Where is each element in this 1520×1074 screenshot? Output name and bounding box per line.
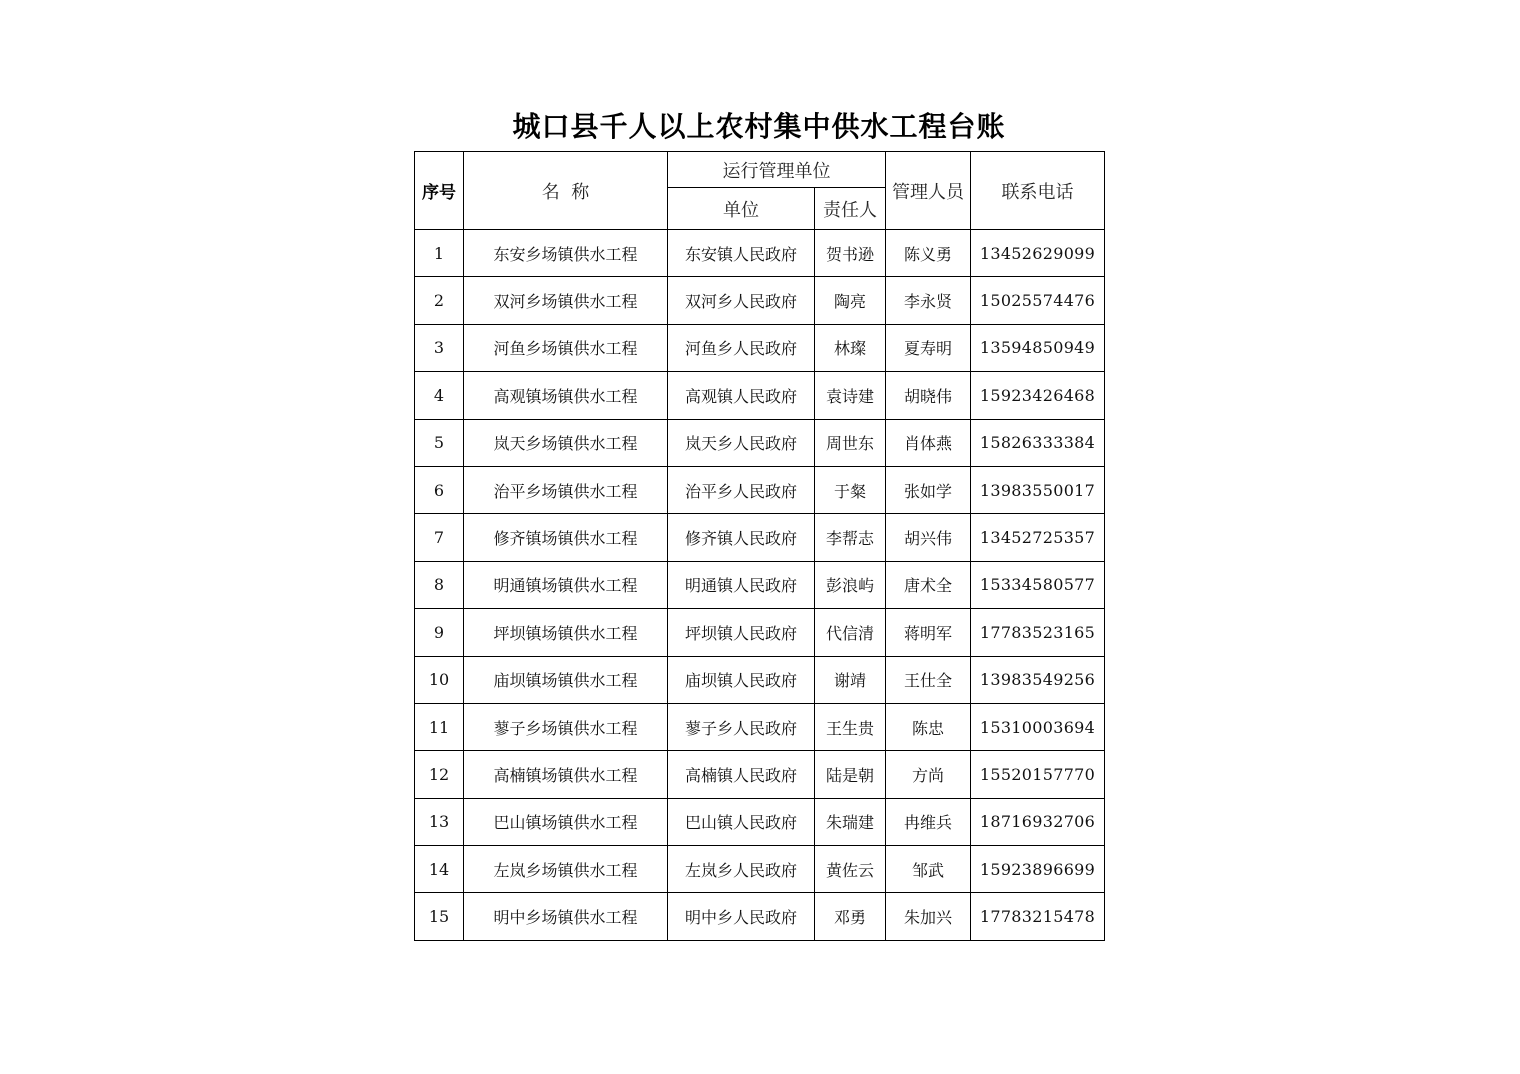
cell-phone: 17783215478 [971, 893, 1105, 940]
cell-responsible-person: 周世东 [815, 419, 886, 466]
cell-seq: 8 [415, 561, 464, 608]
cell-operating-unit: 明通镇人民政府 [668, 561, 815, 608]
cell-manager: 夏寿明 [886, 324, 971, 371]
cell-responsible-person: 朱瑞建 [815, 798, 886, 845]
cell-responsible-person: 黄佐云 [815, 846, 886, 893]
table-row [415, 324, 1105, 371]
cell-operating-unit: 河鱼乡人民政府 [668, 324, 815, 371]
cell-operating-unit: 治平乡人民政府 [668, 466, 815, 513]
cell-operating-unit: 巴山镇人民政府 [668, 798, 815, 845]
cell-manager: 朱加兴 [886, 893, 971, 940]
table-row [415, 751, 1105, 798]
cell-responsible-person: 代信清 [815, 609, 886, 656]
cell-responsible-person: 谢靖 [815, 656, 886, 703]
table-row [415, 466, 1105, 513]
cell-project-name: 左岚乡场镇供水工程 [464, 846, 668, 893]
cell-project-name: 坪坝镇场镇供水工程 [464, 609, 668, 656]
water-supply-ledger-table [414, 151, 1105, 941]
cell-phone: 15923426468 [971, 372, 1105, 419]
cell-project-name: 治平乡场镇供水工程 [464, 466, 668, 513]
table-row [415, 419, 1105, 466]
cell-project-name: 巴山镇场镇供水工程 [464, 798, 668, 845]
cell-project-name: 明中乡场镇供水工程 [464, 893, 668, 940]
cell-manager: 李永贤 [886, 277, 971, 324]
cell-responsible-person: 陶亮 [815, 277, 886, 324]
cell-phone: 15923896699 [971, 846, 1105, 893]
cell-manager: 胡兴伟 [886, 514, 971, 561]
cell-operating-unit: 东安镇人民政府 [668, 230, 815, 277]
table-body [415, 230, 1105, 941]
cell-seq: 1 [415, 230, 464, 277]
table-row [415, 846, 1105, 893]
cell-responsible-person: 于粲 [815, 466, 886, 513]
cell-manager: 胡晓伟 [886, 372, 971, 419]
header-row-top [415, 152, 1105, 188]
cell-seq: 10 [415, 656, 464, 703]
cell-project-name: 蓼子乡场镇供水工程 [464, 703, 668, 750]
cell-seq: 3 [415, 324, 464, 371]
cell-responsible-person: 陆是朝 [815, 751, 886, 798]
table-row [415, 277, 1105, 324]
cell-manager: 方尚 [886, 751, 971, 798]
cell-responsible-person: 邓勇 [815, 893, 886, 940]
cell-responsible-person: 彭浪屿 [815, 561, 886, 608]
table-header [415, 152, 1105, 230]
header-name: 名 称 [464, 152, 668, 230]
table-row [415, 561, 1105, 608]
document-title: 城口县千人以上农村集中供水工程台账 [512, 110, 1006, 143]
cell-operating-unit: 高楠镇人民政府 [668, 751, 815, 798]
cell-seq: 11 [415, 703, 464, 750]
cell-project-name: 高楠镇场镇供水工程 [464, 751, 668, 798]
cell-responsible-person: 林璨 [815, 324, 886, 371]
cell-manager: 唐术全 [886, 561, 971, 608]
cell-phone: 13594850949 [971, 324, 1105, 371]
cell-operating-unit: 岚天乡人民政府 [668, 419, 815, 466]
cell-manager: 张如学 [886, 466, 971, 513]
cell-phone: 13452629099 [971, 230, 1105, 277]
cell-phone: 13452725357 [971, 514, 1105, 561]
cell-operating-unit: 蓼子乡人民政府 [668, 703, 815, 750]
cell-manager: 陈义勇 [886, 230, 971, 277]
cell-manager: 蒋明军 [886, 609, 971, 656]
header-responsible: 责任人 [815, 188, 886, 230]
header-operator-group: 运行管理单位 [668, 152, 886, 188]
cell-seq: 2 [415, 277, 464, 324]
table-row [415, 372, 1105, 419]
cell-project-name: 修齐镇场镇供水工程 [464, 514, 668, 561]
cell-seq: 15 [415, 893, 464, 940]
cell-phone: 17783523165 [971, 609, 1105, 656]
cell-seq: 9 [415, 609, 464, 656]
cell-responsible-person: 李帮志 [815, 514, 886, 561]
cell-responsible-person: 王生贵 [815, 703, 886, 750]
cell-operating-unit: 坪坝镇人民政府 [668, 609, 815, 656]
table-row [415, 230, 1105, 277]
cell-phone: 15310003694 [971, 703, 1105, 750]
header-unit: 单位 [668, 188, 815, 230]
header-seq: 序号 [415, 152, 464, 230]
cell-responsible-person: 袁诗建 [815, 372, 886, 419]
table-row [415, 893, 1105, 940]
cell-project-name: 东安乡场镇供水工程 [464, 230, 668, 277]
cell-phone: 15334580577 [971, 561, 1105, 608]
cell-operating-unit: 高观镇人民政府 [668, 372, 815, 419]
header-phone: 联系电话 [971, 152, 1105, 230]
cell-project-name: 双河乡场镇供水工程 [464, 277, 668, 324]
cell-manager: 王仕全 [886, 656, 971, 703]
table-row [415, 656, 1105, 703]
cell-seq: 6 [415, 466, 464, 513]
cell-seq: 5 [415, 419, 464, 466]
cell-manager: 冉维兵 [886, 798, 971, 845]
cell-operating-unit: 庙坝镇人民政府 [668, 656, 815, 703]
table-row [415, 514, 1105, 561]
cell-manager: 陈忠 [886, 703, 971, 750]
cell-operating-unit: 双河乡人民政府 [668, 277, 815, 324]
header-manager: 管理人员 [886, 152, 971, 230]
cell-seq: 13 [415, 798, 464, 845]
cell-project-name: 河鱼乡场镇供水工程 [464, 324, 668, 371]
table-row [415, 798, 1105, 845]
cell-project-name: 明通镇场镇供水工程 [464, 561, 668, 608]
cell-manager: 肖体燕 [886, 419, 971, 466]
cell-operating-unit: 修齐镇人民政府 [668, 514, 815, 561]
cell-operating-unit: 明中乡人民政府 [668, 893, 815, 940]
cell-seq: 4 [415, 372, 464, 419]
cell-responsible-person: 贺书逊 [815, 230, 886, 277]
cell-manager: 邹武 [886, 846, 971, 893]
cell-project-name: 庙坝镇场镇供水工程 [464, 656, 668, 703]
cell-seq: 12 [415, 751, 464, 798]
cell-phone: 13983549256 [971, 656, 1105, 703]
cell-operating-unit: 左岚乡人民政府 [668, 846, 815, 893]
cell-seq: 7 [415, 514, 464, 561]
cell-phone: 18716932706 [971, 798, 1105, 845]
cell-project-name: 岚天乡场镇供水工程 [464, 419, 668, 466]
cell-phone: 15520157770 [971, 751, 1105, 798]
cell-phone: 15025574476 [971, 277, 1105, 324]
cell-project-name: 高观镇场镇供水工程 [464, 372, 668, 419]
table-row [415, 703, 1105, 750]
cell-seq: 14 [415, 846, 464, 893]
cell-phone: 15826333384 [971, 419, 1105, 466]
cell-phone: 13983550017 [971, 466, 1105, 513]
table-row [415, 609, 1105, 656]
